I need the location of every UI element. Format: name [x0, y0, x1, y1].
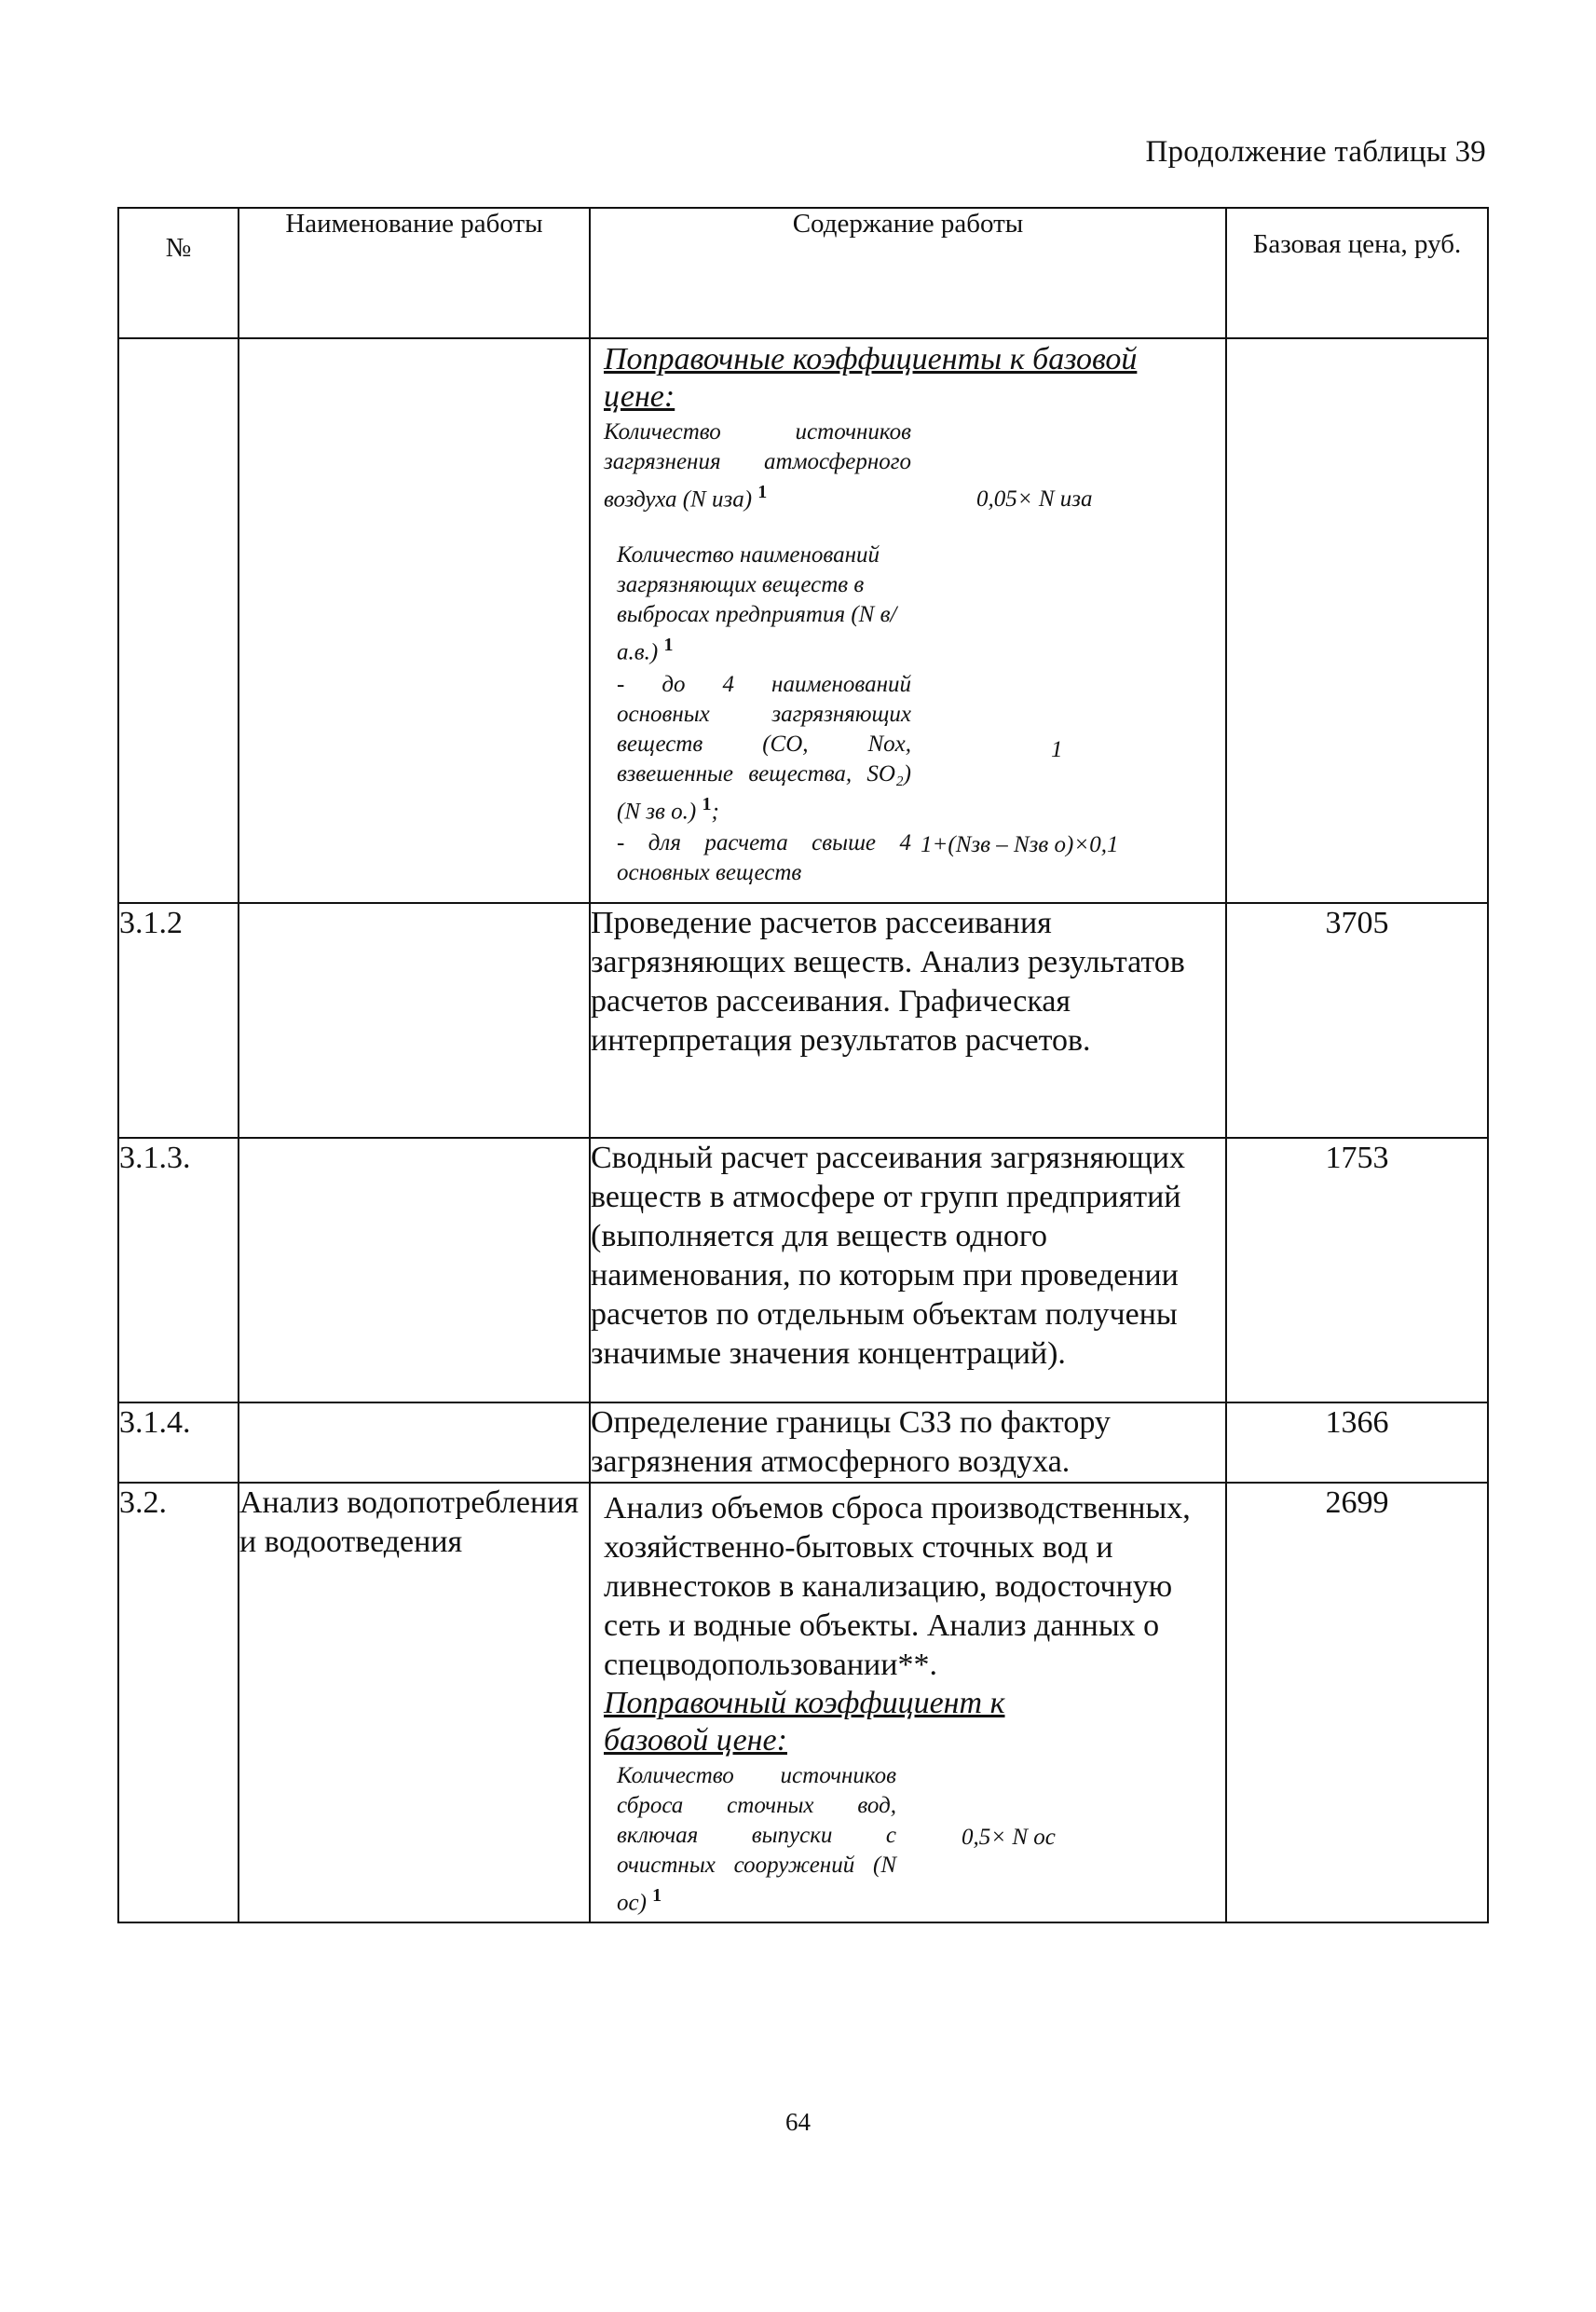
- page-number: 64: [785, 2108, 811, 2136]
- table-row: [118, 1402, 1488, 1483]
- coef-heading: Поправочный коэффициент к базовой цене:: [604, 1686, 1005, 1758]
- cell-price: 2699: [1226, 1483, 1488, 1922]
- cell-name: [239, 338, 590, 903]
- cell-name: [239, 903, 590, 1138]
- table-row: [118, 903, 1488, 1138]
- cell-content: [590, 1483, 1226, 1922]
- cell-name: [239, 1138, 590, 1402]
- coef-item-label: Количество источников загрязнения атмосферного воздуха (N иза) $^1$: [604, 419, 911, 513]
- coef-sub-value: 1: [1051, 736, 1063, 762]
- cell-content: Проведение расчетов рассеивания загрязняющих веществ. Анализ результатов расчетов рассеивания. Графическая интерпретация результатов расчетов.: [590, 903, 1226, 1138]
- table-caption: Продолжение таблицы 39: [1145, 135, 1486, 169]
- cell-no: 3.1.3.: [118, 1138, 239, 1402]
- coef-item-label: Количество наименований загрязняющих веществ в выбросах предприятия (N в/а.в.) $^1$: [617, 542, 897, 665]
- header-name: Наименование работы: [239, 208, 590, 338]
- coef-sub-label: - до 4 наименований основных загрязняющих веществ (CO, Nox, взвешенные вещества, SO₂) (N зв о.) $^1$;: [617, 671, 911, 824]
- cell-content: [590, 338, 1226, 903]
- cell-no: [118, 338, 239, 903]
- coef-sub-value: 1+(Nзв – Nзв о)×0,1: [921, 831, 1119, 857]
- row-content-text: Анализ объемов сброса производственных, хозяйственно-бытовых сточных вод и ливнестоков в канализацию, водосточную сеть и водные объекты. Анализ данных о спецводопользовании**.: [604, 1491, 1191, 1682]
- table-row: [118, 338, 1488, 903]
- cell-no: 3.2.: [118, 1483, 239, 1922]
- cell-price: 3705: [1226, 903, 1488, 1138]
- price-table: [117, 207, 1489, 1923]
- coef-item-label: Количество источников сброса сточных вод, включая выпуски с очистных сооружений (N ос) $^1$: [617, 1763, 896, 1916]
- cell-no: 3.1.2: [118, 903, 239, 1138]
- table-row: [118, 1138, 1488, 1402]
- table-row: [118, 1483, 1488, 1922]
- cell-no: 3.1.4.: [118, 1402, 239, 1483]
- cell-name: Анализ водопотребления и водоотведения: [239, 1483, 590, 1922]
- cell-content: Сводный расчет рассеивания загрязняющих веществ в атмосфере от групп предприятий (выполняется для веществ одного наименования, по которым при проведении расчетов по отдельным объектам получены значимые значения концентраций).: [590, 1138, 1226, 1402]
- cell-price: 1753: [1226, 1138, 1488, 1402]
- header-row: [118, 208, 1488, 338]
- coef-item-value: 0,05× N иза: [976, 486, 1093, 513]
- header-no: №: [118, 208, 239, 338]
- coef-item-value: 0,5× N ос: [962, 1825, 1056, 1851]
- coef-sub-label: - для расчета свыше 4 основных веществ: [617, 829, 911, 885]
- header-price: Базовая цена, руб.: [1226, 208, 1488, 338]
- cell-price: 1366: [1226, 1402, 1488, 1483]
- header-content: Содержание работы: [590, 208, 1226, 338]
- cell-price: [1226, 338, 1488, 903]
- cell-name: [239, 1402, 590, 1483]
- coef-heading: Поправочные коэффициенты к базовой цене:: [604, 342, 1138, 414]
- cell-content: Определение границы СЗЗ по фактору загрязнения атмосферного воздуха.: [590, 1402, 1226, 1483]
